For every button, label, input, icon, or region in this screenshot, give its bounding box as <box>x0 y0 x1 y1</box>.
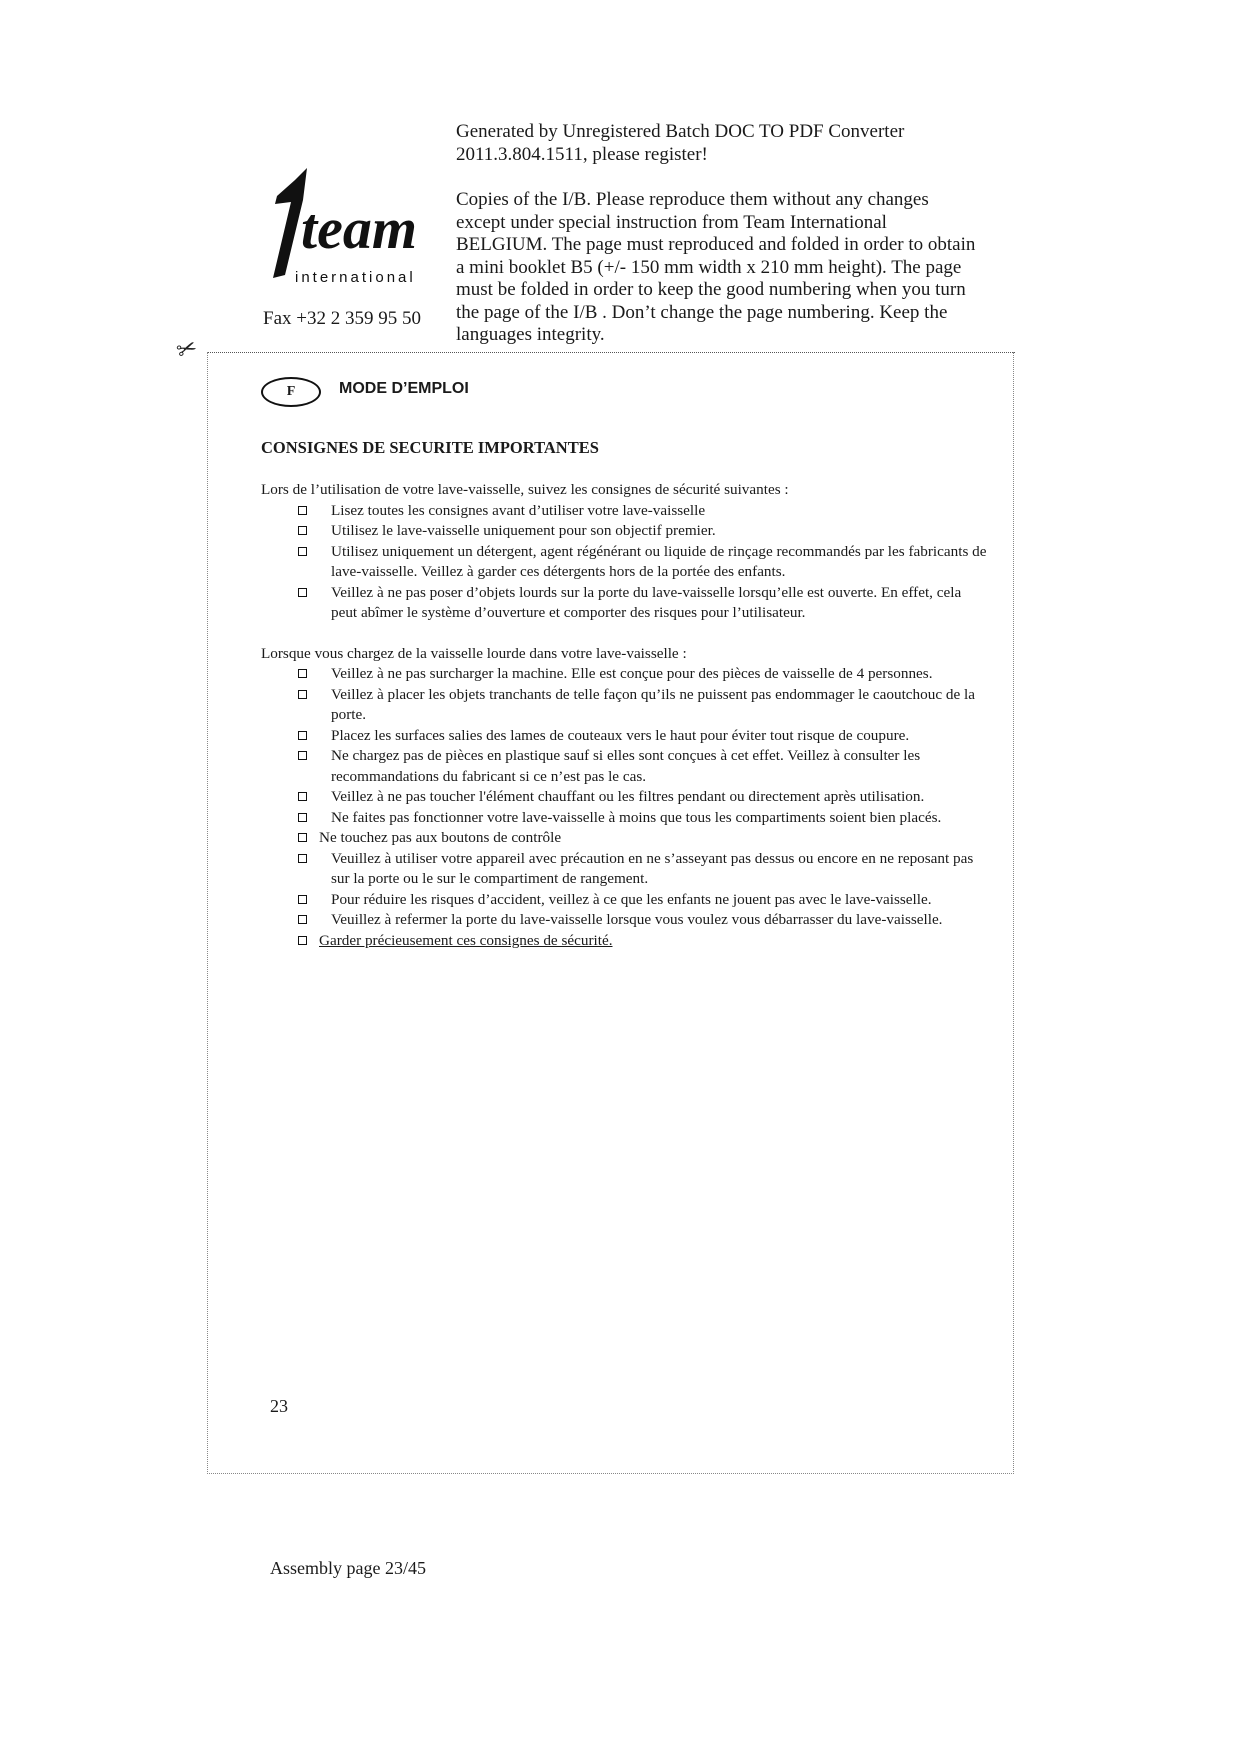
checkbox-bullet-icon <box>298 526 307 535</box>
reproduction-instructions: Copies of the I/B. Please reproduce them without any changes except under special instruction from Team International BELGIUM. The page must reproduced and folded in order to obtain a mini booklet B5 (+/- 150 mm width x 210 mm height). The page must be folded in order to keep the good numbering when you turn the page of the I/B . Don’t change the page numbering. Keep the languages integrity. <box>456 189 976 345</box>
converter-line-2: 2011.3.804.1511, please register! <box>456 143 708 165</box>
list-item <box>261 910 991 931</box>
checkbox-bullet-icon <box>298 833 307 842</box>
checkbox-bullet-icon <box>298 792 307 801</box>
list-item <box>261 521 991 542</box>
logo-sub: international <box>295 269 416 286</box>
list-item <box>261 787 991 808</box>
safety-content <box>261 480 991 951</box>
list-item-text: Ne faites pas fonctionner votre lave-vaisselle à moins que tous les compartiments soient bien placés. <box>331 808 942 826</box>
list-item <box>261 931 991 952</box>
converter-line-1: Generated by Unregistered Batch DOC TO PDF Converter <box>456 121 905 142</box>
team-logo <box>255 160 430 290</box>
page-number: 23 <box>270 1396 288 1416</box>
checkbox-bullet-icon <box>298 751 307 760</box>
list-item-text: Veillez à ne pas surcharger la machine. Elle est conçue pour des pièces de vaisselle de 4 personnes. <box>331 665 933 682</box>
list-item-text: Ne chargez pas de pièces en plastique sauf si elles sont conçues à cet effet. Veillez à consulter les recommandations du fabricant si ce n’est pas le cas. <box>331 747 921 785</box>
converter-notice <box>456 121 976 166</box>
list-item <box>261 849 991 890</box>
list-item-text: Veillez à placer les objets tranchants de telle façon qu’ils ne puissent pas endommager le caoutchouc de la porte. <box>331 685 975 723</box>
checkbox-bullet-icon <box>298 895 307 904</box>
list-item <box>261 828 991 849</box>
checkbox-bullet-icon <box>298 588 307 597</box>
logo-word: team <box>301 196 417 261</box>
checkbox-bullet-icon <box>298 669 307 678</box>
list-item-text: Veuillez à utiliser votre appareil avec précaution en ne s’asseyant pas dessus ou encore en ne reposant pas sur la porte ou le sur le compartiment de rangement. <box>331 849 974 887</box>
list-item-text: Pour réduire les risques d’accident, veillez à ce que les enfants ne jouent pas avec le lave-vaisselle. <box>331 890 932 908</box>
list-item-text: Garder précieusement ces consignes de sécurité. <box>319 931 613 949</box>
checkbox-bullet-icon <box>298 813 307 822</box>
list-item <box>261 501 991 522</box>
list-item-text: Utilisez uniquement un détergent, agent régénérant ou liquide de rinçage recommandés par les fabricants de lave-vaisselle. Veillez à garder ces détergents hors de la portée des enfants. <box>331 542 987 580</box>
list-item <box>261 583 991 624</box>
list-item <box>261 685 991 726</box>
intro-paragraph: Lors de l’utilisation de votre lave-vaisselle, suivez les consignes de sécurité suivantes : <box>261 481 789 498</box>
list-item <box>261 664 991 685</box>
checkbox-bullet-icon <box>298 731 307 740</box>
list-item-text: Ne touchez pas aux boutons de contrôle <box>319 829 562 846</box>
safety-title: CONSIGNES DE SECURITE IMPORTANTES <box>261 438 599 457</box>
list-item-text: Lisez toutes les consignes avant d’utiliser votre lave-vaisselle <box>331 501 706 519</box>
mode-title: MODE D’EMPLOI <box>339 380 469 397</box>
checkbox-bullet-icon <box>298 690 307 699</box>
fax-number: Fax +32 2 359 95 50 <box>263 308 421 329</box>
checkbox-bullet-icon <box>298 936 307 945</box>
checkbox-bullet-icon <box>298 547 307 556</box>
list-item <box>261 808 991 829</box>
loading-intro: Lorsque vous chargez de la vaisselle lourde dans votre lave-vaisselle : <box>261 644 687 662</box>
checkbox-bullet-icon <box>298 506 307 515</box>
list-item <box>261 726 991 747</box>
scissors-icon: ✂ <box>173 334 202 366</box>
checkbox-bullet-icon <box>298 915 307 924</box>
list-item-text: Veillez à ne pas poser d’objets lourds sur la porte du lave-vaisselle lorsqu’elle est ouverte. En effet, cela peut abîmer le système d’ouverture et comporter des risques pour l’utilisateur. <box>331 583 962 621</box>
list-item <box>261 542 991 583</box>
list-item <box>261 746 991 787</box>
header-notice <box>456 121 976 370</box>
list-item-text: Placez les surfaces salies des lames de couteaux vers le haut pour éviter tout risque de coupure. <box>331 726 910 744</box>
safety-list-1 <box>261 501 991 624</box>
list-item-text: Veillez à ne pas toucher l'élément chauffant ou les filtres pendant ou directement après utilisation. <box>331 788 925 805</box>
safety-list-2 <box>261 664 991 951</box>
checkbox-bullet-icon <box>298 854 307 863</box>
list-item <box>261 890 991 911</box>
language-badge: F <box>261 377 321 407</box>
list-item-text: Veuillez à refermer la porte du lave-vaisselle lorsque vous voulez vous débarrasser du lave-vaisselle. <box>331 911 943 928</box>
assembly-page: Assembly page 23/45 <box>270 1558 426 1578</box>
list-item-text: Utilisez le lave-vaisselle uniquement pour son objectif premier. <box>331 522 716 539</box>
